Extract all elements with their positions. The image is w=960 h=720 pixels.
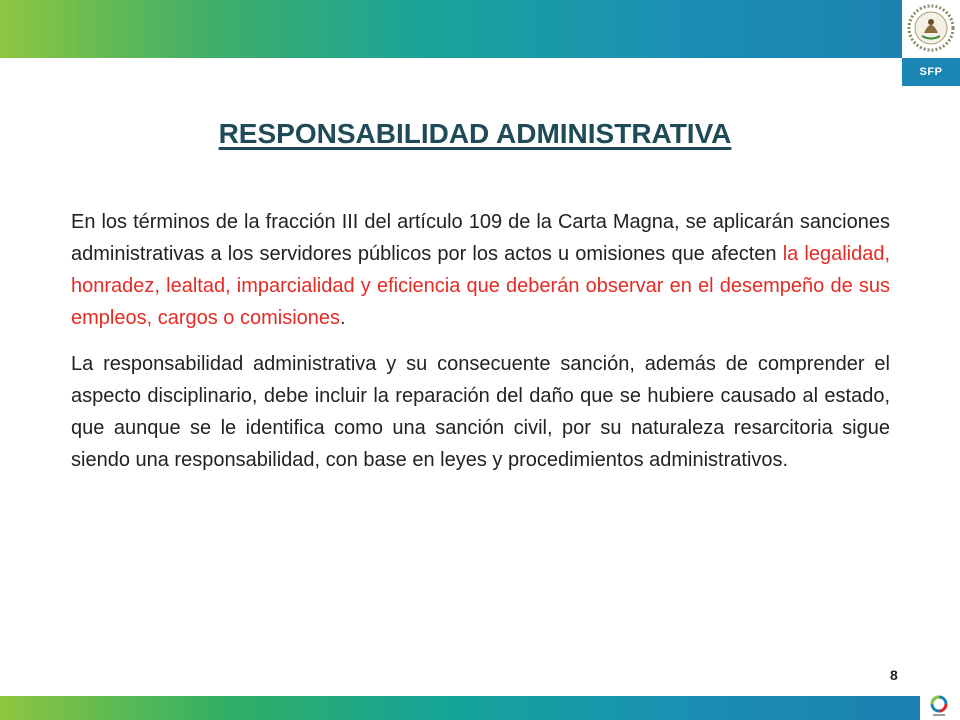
header-band — [0, 0, 960, 58]
highlighted-text: la legalidad, honradez, lealtad, imparcialidad y eficiencia que deberán observar en el desempeño de sus empleos, cargos o comisiones — [71, 243, 891, 329]
logo-icon — [926, 693, 952, 719]
paragraph-1: En los términos de la fracción III del artículo 109 de la Carta Magna, se aplicarán sanciones administrativas a los servidores públicos por los actos u omisiones que afecten la legalidad, honradez, lealtad, imparcialidad y eficiencia que deberán observar en el desempeño de sus empleos, cargos o comisiones. — [71, 211, 891, 329]
slide-title: RESPONSABILIDAD ADMINISTRATIVA — [218, 118, 732, 149]
paragraph-2: La responsabilidad administrativa y su consecuente sanción, además de comprender el aspecto disciplinario, debe incluir la reparación del daño que se hubiere causado al estado, que aunque se le identifica como una sanción civil, por su naturaleza resarcitoria sigue siendo una responsabilidad, con base en leyes y procedimientos administrativos. — [71, 353, 890, 471]
footer-band — [0, 696, 920, 720]
coat-of-arms-icon — [906, 3, 956, 53]
page-number: 8 — [890, 667, 898, 683]
agency-label: SFP — [902, 58, 960, 86]
slide-body — [71, 206, 890, 490]
